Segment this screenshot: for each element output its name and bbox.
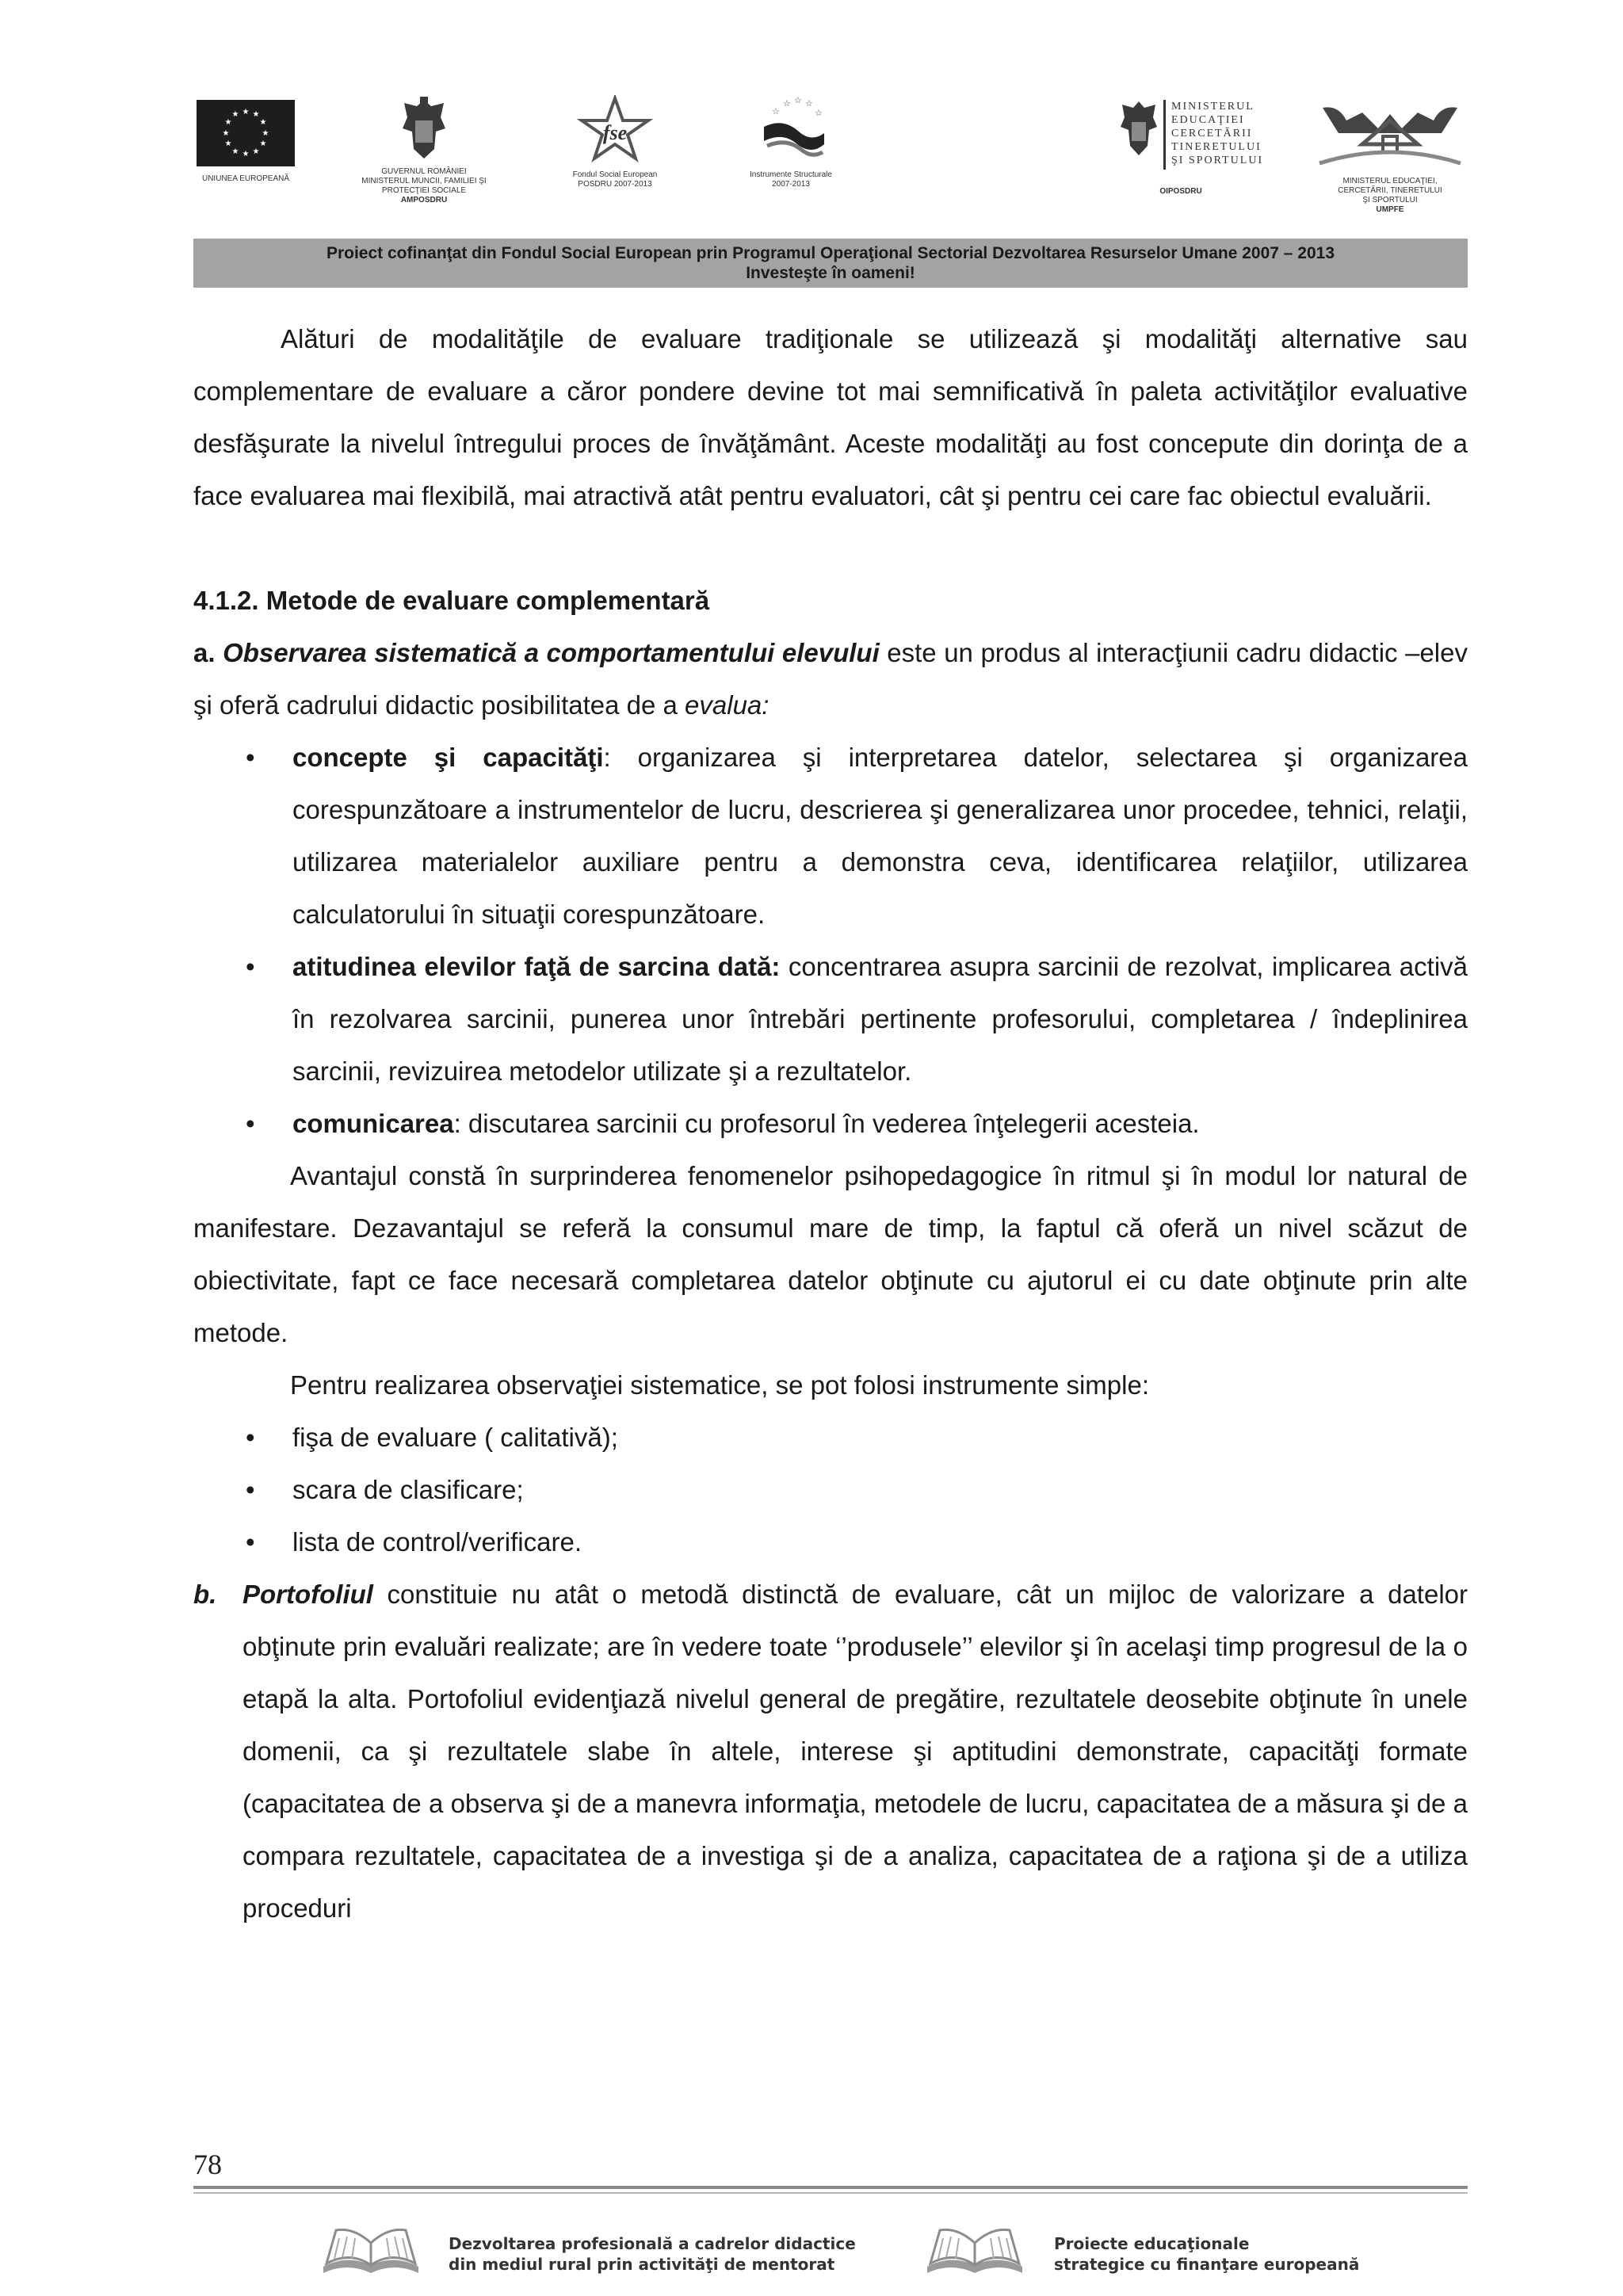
fse-caption-2: POSDRU 2007-2013 — [578, 180, 652, 189]
umpfe-caption-1: MINISTERUL EDUCAŢIEI, — [1342, 177, 1438, 185]
intro-paragraph: Alături de modalităţile de evaluare tradiţionale se utilizează şi modalităţi alternative sau complementare de evaluare a căror pondere devine tot mai semnificativă în paleta activităţilor evaluative desfăşurate la nivelul întregului proces de învăţământ. Aceste modalităţi au fost concepute din dorinţa de a face evaluarea mai flexibilă, mai atractivă atât pentru evaluatori, cât şi pentru cei care fac obiectul evaluării. — [193, 324, 1468, 510]
svg-text:★: ★ — [259, 139, 267, 148]
coat-of-arms-icon — [396, 97, 452, 163]
ministry-caption: OIPOSDRU — [1159, 187, 1202, 196]
ministry-wordmark — [1171, 100, 1263, 167]
svg-text:★: ★ — [259, 118, 267, 127]
structural-instruments-logo — [742, 89, 840, 189]
svg-text:★: ★ — [231, 110, 239, 119]
portfolio-paragraph — [193, 1568, 1468, 1935]
structural-instruments-icon — [751, 95, 831, 166]
svg-text:★: ★ — [242, 150, 250, 159]
ministry-word-1: MINISTERUL — [1171, 101, 1254, 113]
structural-instruments-caption-1: Instrumente Structurale — [750, 170, 832, 179]
banner-line-2: Investeşte în oameni! — [746, 264, 915, 282]
svg-text:★: ★ — [262, 129, 269, 138]
government-caption-4: AMPOSDRU — [400, 196, 448, 204]
footer-divider-thin — [193, 2192, 1468, 2194]
footer-divider — [193, 2186, 1468, 2189]
svg-text:★: ★ — [252, 110, 260, 119]
list-item-text: concentrarea asupra sarcinii de rezolvat, implicarea activă în rezolvarea sarcinii, punerea unor întrebări pertinente profesorului, completarea / îndeplinirea sarcinii, revizuirea metodelor utilizate şi a rezultatelor. — [292, 952, 1468, 1086]
svg-text:☆: ☆ — [815, 109, 823, 118]
observation-text-end: evalua: — [685, 690, 769, 720]
observation-title: Observarea sistematică a comportamentului elevului — [223, 638, 880, 667]
evaluation-aspects-list — [193, 732, 1468, 1150]
svg-text:★: ★ — [224, 118, 232, 127]
observation-text: este un produs al interacţiunii cadru didactic –elev şi oferă cadrului didactic posibilitatea de a — [193, 638, 1468, 720]
observation-label: a. — [193, 638, 216, 667]
government-caption-3: PROTECŢIEI SOCIALE — [381, 186, 467, 195]
svg-text:★: ★ — [224, 139, 232, 148]
svg-text:★: ★ — [242, 108, 250, 117]
paragraph-gap — [193, 522, 1468, 575]
list-item-title: atitudinea elevilor faţă de sarcina dată: — [292, 952, 781, 981]
list-item: • lista de control/verificare. — [193, 1516, 1468, 1568]
fse-caption-1: Fondul Social European — [572, 170, 658, 179]
ministry-word-4: TINERETULUI — [1171, 141, 1262, 153]
footer-left-line-2: din mediul rural prin activităţi de mentorat — [449, 2255, 835, 2274]
cofinancing-banner — [193, 239, 1468, 288]
portfolio-text: constituie nu atât o metodă distinctă de evaluare, cât un mijloc de valorizare a datelor obţinute prin evaluări realizate; are în vedere toate ‘’produsele’’ elevilor şi în acelaşi timp progresul de la o etapă la alta. Portofoliul evidenţiază nivelul general de pregătire, rezultatele deosebite obţinute în unele domenii, ca şi rezultatele slabe în altele, interese şi aptitudini demonstrate, capacităţi formate (capacitatea de a observa şi de a manevra informaţia, metodele de lucru, capacitatea de a măsura şi de a compara rezultatele, capacitatea de a investiga şi de a analiza, capacitatea de a raţiona şi de a utiliza proceduri — [242, 1580, 1468, 1923]
list-item-text: : organizarea şi interpretarea datelor, selectarea şi organizarea corespunzătoare a instrumentelor de lucru, descrierea şi generalizarea unor procedee, tehnici, relaţii, utilizarea materialelor auxiliare pentru a demonstra ceva, identificarea relaţiilor, utilizarea calculatorului în situaţii corespunzătoare. — [292, 743, 1468, 929]
eu-flag-icon — [197, 100, 295, 166]
footer-right-line-2: strategice cu finanţare europeană — [1054, 2255, 1360, 2274]
svg-text:★: ★ — [252, 147, 260, 156]
eu-logo — [197, 89, 295, 184]
header-logos — [193, 89, 1473, 223]
footer-project-left — [449, 2233, 856, 2275]
svg-text:☆: ☆ — [783, 99, 791, 109]
svg-text:☆: ☆ — [805, 99, 813, 109]
svg-text:☆: ☆ — [794, 96, 802, 105]
ministry-word-5: ŞI SPORTULUI — [1171, 155, 1264, 166]
list-item — [193, 941, 1468, 1098]
open-book-icon — [315, 2219, 426, 2283]
list-item-title: comunicarea — [292, 1109, 454, 1138]
list-item: • scara de clasificare; — [193, 1464, 1468, 1516]
umpfe-caption-4: UMPFE — [1376, 205, 1404, 214]
observation-paragraph — [193, 627, 1468, 732]
footer-left-line-1: Dezvoltarea profesională a cadrelor didactice — [449, 2234, 856, 2253]
svg-text:☆: ☆ — [772, 107, 780, 117]
fse-star-icon — [575, 95, 655, 166]
umpfe-logo — [1309, 89, 1471, 215]
footer-right-line-1: Proiecte educaţionale — [1054, 2234, 1250, 2253]
banner-line-1: Proiect cofinanţat din Fondul Social European prin Programul Operaţional Sectorial Dezvoltarea Resurselor Umane 2007 – 2013 — [326, 244, 1335, 262]
footer-project-right — [1054, 2233, 1359, 2275]
list-item-title: concepte şi capacităţi — [292, 743, 604, 772]
portfolio-label: b. — [193, 1580, 217, 1609]
umpfe-caption-3: ŞI SPORTULUI — [1362, 196, 1418, 204]
ministry-word-3: CERCETĂRII — [1171, 128, 1253, 139]
list-item: • fişa de evaluare ( calitativă); — [193, 1412, 1468, 1464]
document-body — [193, 313, 1468, 1935]
open-book-icon — [919, 2219, 1030, 2283]
ministry-word-2: EDUCAŢIEI — [1171, 114, 1245, 126]
government-caption-2: MINISTERUL MUNCII, FAMILIEI ŞI — [361, 177, 487, 185]
list-item — [193, 732, 1468, 941]
government-logo — [357, 89, 491, 205]
advantage-paragraph: Avantajul constă în surprinderea fenomenelor psihopedagogice în ritmul şi în modul lor natural de manifestare. Dezavantajul se referă la consumul mare de timp, la faptul că oferă un nivel scăzut de obiectivitate, fapt ce face necesară completarea datelor obţinute cu ajutorul ei cu date obţinute prin alte metode. — [193, 1161, 1468, 1347]
ministry-coat-of-arms-icon — [1117, 100, 1160, 166]
section-heading: 4.1.2. Metode de evaluare complementară — [193, 586, 710, 615]
government-caption-1: GUVERNUL ROMÂNIEI — [381, 167, 467, 176]
eu-caption: UNIUNEA EUROPEANĂ — [201, 174, 290, 183]
ministry-divider — [1163, 100, 1166, 170]
umpfe-caption-2: CERCETĂRII, TINERETULUI — [1338, 186, 1442, 195]
svg-text:★: ★ — [231, 147, 239, 156]
list-item-text: : discutarea sarcinii cu profesorul în vederea înţelegerii acesteia. — [453, 1109, 1200, 1138]
portfolio-title: Portofoliul — [242, 1580, 373, 1609]
structural-instruments-caption-2: 2007-2013 — [772, 180, 810, 189]
instruments-intro: Pentru realizarea observaţiei sistematice, se pot folosi instrumente simple: — [290, 1370, 1149, 1400]
svg-text:fse: fse — [602, 121, 628, 144]
instruments-list — [193, 1412, 1468, 1568]
list-item — [193, 1098, 1468, 1150]
svg-text:★: ★ — [222, 129, 230, 138]
page-number: 78 — [193, 2149, 222, 2180]
fse-logo — [566, 89, 664, 189]
umpfe-house-icon — [1315, 97, 1465, 173]
